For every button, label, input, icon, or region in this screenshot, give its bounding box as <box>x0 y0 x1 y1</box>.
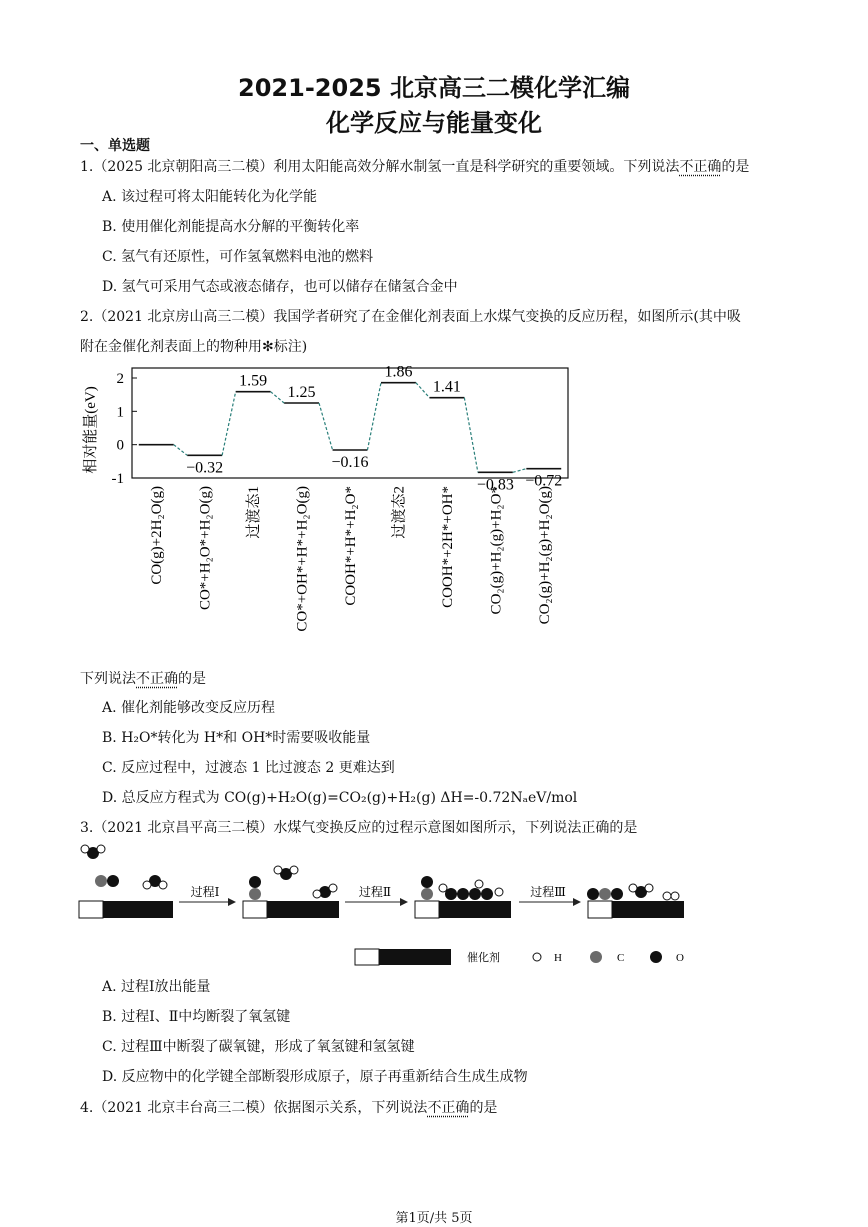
category-label: COOH*+2H*+OH* <box>439 486 456 608</box>
connector-line <box>416 383 430 398</box>
question-2-prompt: 下列说法不正确的是 <box>80 671 206 687</box>
emphasis-text: 不正确 <box>679 159 722 175</box>
q2-option-b: B. H₂O*转化为 H*和 OH*时需要吸收能量 <box>102 730 371 746</box>
data-label: −0.32 <box>186 459 224 477</box>
question-2-stem-line1: 2.（2021 北京房山高三二模）我国学者研究了在金催化剂表面上水煤气变换的反应历程，如图所示(其中吸 <box>80 309 741 325</box>
y-tick-label: 1 <box>116 404 124 421</box>
question-4-stem: 4.（2021 北京丰台高三二模）依据图示关系，下列说法不正确的是 <box>80 1100 498 1116</box>
section-heading: 一、单选题 <box>80 138 150 154</box>
question-1-stem: 1.（2025 北京朝阳高三二模）利用太阳能高效分解水制氢一直是科学研究的重要领域。下列说法不正确的是 <box>80 159 750 175</box>
category-label: CO₂(g)+H₂(g)+H₂O(g) <box>536 486 553 625</box>
connector-line <box>367 383 381 450</box>
c-atom-icon <box>590 951 602 963</box>
water-molecule-icon <box>143 875 167 889</box>
data-label: 1.25 <box>287 384 316 401</box>
catalyst-block <box>79 901 173 918</box>
co2-molecule-icon <box>587 888 623 900</box>
catalyst-block <box>243 901 339 918</box>
h2-molecule-icon <box>663 892 679 900</box>
data-label: 1.86 <box>384 363 413 381</box>
q2-option-a: A. 催化剂能够改变反应历程 <box>102 700 276 716</box>
q2-option-c: C. 反应过程中，过渡态 1 比过渡态 2 更难达到 <box>102 760 395 776</box>
emphasis-text: 不正确 <box>427 1100 470 1116</box>
document-subtitle: 化学反应与能量变化 <box>326 109 542 137</box>
data-label: −0.83 <box>476 476 514 494</box>
legend-c-label: C <box>617 952 625 964</box>
oh-h-icon <box>313 884 337 898</box>
q1-option-b: B. 使用催化剂能提高水分解的平衡转化率 <box>102 219 360 235</box>
data-label: 1.59 <box>239 372 268 390</box>
connector-line <box>464 398 478 473</box>
q3-option-a: A. 过程Ⅰ放出能量 <box>102 979 211 995</box>
water-gas-shift-diagram <box>75 840 715 970</box>
h-atom-icon <box>533 953 541 961</box>
step-label: 过程Ⅰ <box>190 885 220 899</box>
data-label: −0.16 <box>331 454 369 471</box>
category-label: CO(g)+2H₂O(g) <box>149 486 166 585</box>
q1-option-d: D. 氢气可采用气态或液态储存，也可以储存在储氢合金中 <box>102 279 458 295</box>
connector-line <box>319 403 333 450</box>
energy-profile-chart <box>75 360 595 660</box>
legend-h-label: H <box>554 952 562 964</box>
q1-option-c: C. 氢气有还原性，可作氢氧燃料电池的燃料 <box>102 249 374 265</box>
y-tick-label: -1 <box>111 471 124 487</box>
q3-option-d: D. 反应物中的化学键全部断裂形成原子，原子再重新结合生成生成物 <box>102 1069 528 1085</box>
q3-option-c: C. 过程Ⅲ中断裂了碳氧键，形成了氧氢键和氢氢键 <box>102 1039 415 1055</box>
document-title: 2021-2025 北京高三二模化学汇编 <box>238 74 630 102</box>
q3-option-b: B. 过程Ⅰ、Ⅱ中均断裂了氧氢键 <box>102 1009 291 1025</box>
legend <box>355 949 684 965</box>
question-3-stem: 3.（2021 北京昌平高三二模）水煤气变换反应的过程示意图如图所示，下列说法正确的是 <box>80 820 638 836</box>
catalyst-block <box>588 901 684 918</box>
category-label: CO*+H₂O*+H₂O(g) <box>197 486 214 611</box>
category-label: 过渡态2 <box>391 486 408 539</box>
co-molecule-icon <box>95 875 119 887</box>
step-label: 过程Ⅲ <box>530 885 566 899</box>
step-label: 过程Ⅱ <box>358 885 392 899</box>
adsorbed-co-icon <box>421 876 433 900</box>
catalyst-block <box>415 901 511 918</box>
adsorbed-co-icon <box>249 876 261 900</box>
category-label: CO₂(g)+H₂(g)+H₂O* <box>488 486 505 615</box>
o-atom-icon <box>650 951 662 963</box>
water-molecule-icon <box>81 845 105 859</box>
water-molecule-icon <box>629 884 653 898</box>
connector-line <box>271 392 285 403</box>
page-footer: 第1页/共 5页 <box>395 1211 473 1226</box>
y-tick-label: 2 <box>116 371 124 387</box>
question-2-stem-line2: 附在金催化剂表面上的物种用✻标注) <box>80 339 308 355</box>
legend-o-label: O <box>676 952 684 964</box>
y-axis-label: 相对能量(eV) <box>83 386 99 474</box>
water-molecule-icon <box>274 866 298 880</box>
category-label: COOH*+H*+H₂O* <box>343 486 359 606</box>
q1-option-a: A. 该过程可将太阳能转化为化学能 <box>102 189 318 205</box>
y-tick-label: 0 <box>116 437 124 454</box>
data-label: −0.72 <box>525 472 563 490</box>
category-label: CO*+OH*+H*+H₂O(g) <box>294 486 311 632</box>
q2-option-d: D. 总反应方程式为 CO(g)+H₂O(g)=CO₂(g)+H₂(g) ΔH=-0.72NₐeV/mol <box>102 790 578 806</box>
adsorbed-species-icon <box>439 880 503 900</box>
data-label: 1.41 <box>432 378 461 396</box>
connector-line <box>174 445 188 456</box>
connector-line <box>222 392 236 456</box>
legend-catalyst-label: 催化剂 <box>467 952 500 964</box>
emphasis-text: 不正确 <box>136 671 178 687</box>
category-label: 过渡态1 <box>246 486 263 539</box>
